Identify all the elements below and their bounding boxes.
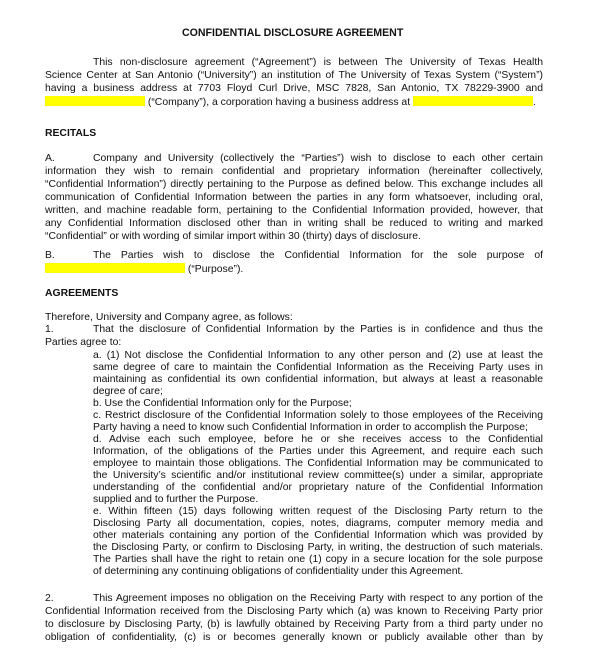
intro-line-4-end: . xyxy=(533,97,536,108)
sub-line-13: supplied and to further the Purpose. xyxy=(93,494,259,505)
document-title: CONFIDENTIAL DISCLOSURE AGREEMENT xyxy=(182,27,404,39)
purpose-blank[interactable] xyxy=(45,263,185,273)
sub-line-12: understanding of the confidential and/or proprietary nature of the Confidential Information xyxy=(93,482,543,493)
intro-line-2: Science Center at San Antonio (“University”) an institution of The University of Texas System (“System”) xyxy=(45,70,543,81)
sub-line-11: the University’s scientific and/or institutional review committee(s) under a similar, appropriate xyxy=(93,470,543,481)
recital-a-line-5: written, and machine readable form, pertaining to the Confidential Information provided, however, that xyxy=(45,205,543,216)
item-2-line-2: Confidential Information received from the Disclosing Party which (a) was known to Receiving Party prior xyxy=(45,606,543,617)
company-address-blank[interactable] xyxy=(413,96,533,106)
sub-line-17: the Disclosing Party, or confirm to Disclosing Party, in writing, the destruction of such materials. xyxy=(93,542,543,553)
agreements-heading: AGREEMENTS xyxy=(45,288,119,299)
recital-b-label: B. xyxy=(45,250,55,261)
sub-line-15: Disclosing Party all documentation, copies, notes, diagrams, computer memory media and xyxy=(93,518,543,529)
sub-line-2: same degree of care to maintain the Confidential Information as the Receiving Party uses in xyxy=(93,362,543,373)
recital-a-line-1: Company and University (collectively the “Parties”) wish to disclose to each other certain xyxy=(93,153,543,164)
recital-a-line-7: “Confidential” or with wording of similar import within 30 (thirty) days of disclosure. xyxy=(45,231,421,242)
sub-line-18: The Parties shall have the right to retain one (1) copy in a secure location for the sole purpose xyxy=(93,554,543,565)
sub-line-8: d. Advise each such employee, before he or she receives access to the Confidential xyxy=(93,434,543,445)
item-2-line-1: This Agreement imposes no obligation on the Receiving Party with respect to any portion of the xyxy=(93,593,543,604)
item-1-label: 1. xyxy=(45,324,54,335)
recital-a-line-6: any Confidential Information disclosed other than in writing shall be reduced to writing and marked xyxy=(45,218,543,229)
sub-line-3: maintaining as confidential its own confidential information, but always at least a reasonable xyxy=(93,374,543,385)
intro-line-3: having a business address at 7703 Floyd Curl Drive, MSC 7828, San Antonio, TX 78229-3900 and xyxy=(45,83,543,94)
intro-line-4-text: (“Company”), a corporation having a business address at xyxy=(147,97,411,108)
item-1-line-1: That the disclosure of Confidential Information by the Parties is in confidence and thus the xyxy=(93,324,543,335)
sub-line-16: other materials containing any portion of the Confidential Information which was provided by xyxy=(93,530,543,541)
sub-line-4: degree of care; xyxy=(93,386,163,397)
recital-b-line-1: The Parties wish to disclose the Confidential Information for the sole purpose of xyxy=(93,250,543,261)
item-2-line-3: to disclosure by Disclosing Party, (b) is lawfully obtained by Receiving Party from a third party under no xyxy=(45,619,543,630)
sub-line-5: b. Use the Confidential Information only for the Purpose; xyxy=(93,398,352,409)
item-2-label: 2. xyxy=(45,593,54,604)
recital-a-label: A. xyxy=(45,153,55,164)
sub-line-19: of determining any continuing obligations of confidentiality under this Agreement. xyxy=(93,566,464,577)
item-2-line-4: obligation of confidentiality, (c) is or becomes generally known or publicly available other than by xyxy=(45,632,543,643)
intro-line-1: This non-disclosure agreement (“Agreement”) is between The University of Texas Health xyxy=(93,57,543,68)
intro-line-4 xyxy=(45,96,536,110)
sub-line-9: Information, of the obligations of the Parties under this Agreement, and require each such xyxy=(93,446,543,457)
sub-line-1: a. (1) Not disclose the Confidential Information to any other person and (2) use at least the xyxy=(93,350,543,361)
company-name-blank[interactable] xyxy=(45,96,145,106)
recital-b-line-2-text: (“Purpose”). xyxy=(187,264,244,275)
item-1-line-2: Parties agree to: xyxy=(45,337,122,348)
recitals-heading: RECITALS xyxy=(45,128,97,139)
sub-line-6: c. Restrict disclosure of the Confidential Information solely to those employees of the Receiving xyxy=(93,410,543,421)
sub-line-10: employee to maintain those obligations. The Confidential Information may be communicated to xyxy=(93,458,543,469)
agreements-intro: Therefore, University and Company agree, as follows: xyxy=(45,312,293,323)
recital-a-line-4: communication of Confidential Information between the parties in any form whatsoever, including oral, xyxy=(45,192,543,203)
recital-a-line-2: information they wish to remain confidential and proprietary information (hereinafter collectively, xyxy=(45,166,543,177)
sub-line-14: e. Within fifteen (15) days following written request of the Disclosing Party return to the xyxy=(93,506,543,517)
sub-line-7: Party having a need to know such Confidential Information in order to accomplish the Purpose; xyxy=(93,422,528,433)
recital-b-line-2 xyxy=(45,263,243,277)
recital-a-line-3: “Confidential Information”) directly pertaining to the Purpose as defined below. This exchange includes all xyxy=(45,179,543,190)
